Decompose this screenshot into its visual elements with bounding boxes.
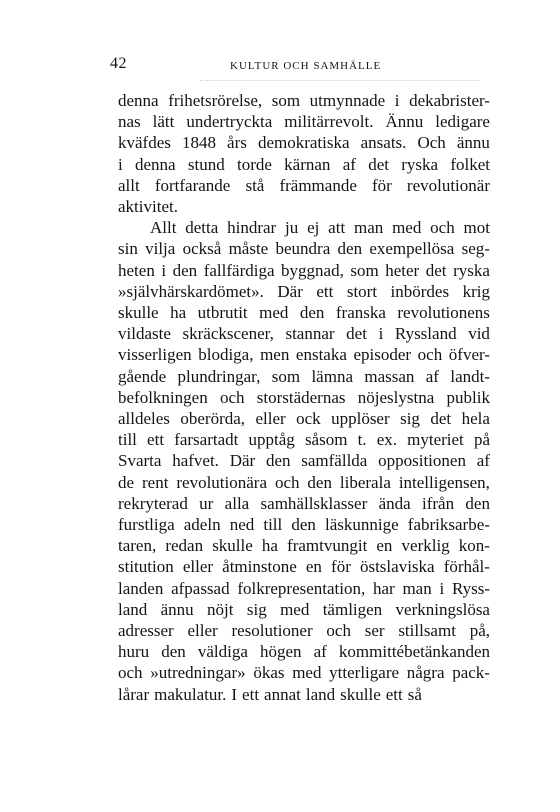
text-line: till ett farsartadt upptåg såsom t. ex. myteriet på (118, 430, 490, 450)
text-line: i denna stund torde kärnan af det ryska folket (118, 154, 490, 174)
text-line: stitution eller åtminstone en för östslaviska förhål- (118, 557, 490, 577)
running-head: KULTUR OCH SAMHÄLLE (230, 60, 382, 72)
text-line: skulle ha utbrutit med den franska revolutionens (118, 303, 490, 323)
text-line: gående plundringar, som lämna massan af landt- (118, 366, 490, 386)
text-line: visserligen blodiga, men enstaka episoder och öfver- (118, 345, 490, 365)
text-line: huru den väldiga högen af kommittébetänkanden (118, 642, 490, 662)
body-text (118, 90, 490, 705)
text-line: de rent revolutionära och den liberala intelligensen, (118, 472, 490, 492)
text-line: furstliga adeln ned till den läskunnige fabriksarbe- (118, 515, 490, 535)
text-line: adresser eller resolutioner och ser stillsamt på, (118, 621, 490, 641)
text-line: befolkningen och storstädernas nöjeslystna publik (118, 387, 490, 407)
page-number: 42 (110, 55, 127, 72)
text-line: rekryterad ur alla samhällsklasser ända ifrån den (118, 493, 490, 513)
text-line: lårar makulatur. I ett annat land skulle ett så (118, 684, 422, 704)
text-line: nas lätt undertryckta militärrevolt. Ännu ledigare (118, 112, 490, 132)
text-line: taren, redan skulle ha framtvungit en verklig kon- (118, 536, 490, 556)
text-line: »självhärskardömet». Där ett stort inbördes krig (118, 281, 490, 301)
text-line: heten i den fallfärdiga byggnad, som heter det ryska (118, 260, 490, 280)
text-line: land ännu nöjt sig med tämligen verkningslösa (118, 599, 490, 619)
text-line: aktivitet. (118, 197, 178, 217)
text-line: vildaste skräckscener, stannar det i Ryssland vid (118, 324, 490, 344)
text-line: Allt detta hindrar ju ej att man med och mot (150, 218, 490, 238)
text-line: denna frihetsrörelse, som utmynnade i dekabrister- (118, 91, 490, 110)
text-line: landen afpassad folkrepresentation, har man i Ryss- (118, 578, 490, 598)
header-rule (200, 80, 480, 81)
paragraph (118, 217, 490, 705)
text-line: alldeles oberörda, eller ock upplöser sig det hela (118, 409, 490, 429)
text-line: kväfdes 1848 års demokratiska ansats. Och ännu (118, 133, 490, 153)
text-line: Svarta hafvet. Där den samfällda oppositionen af (118, 451, 490, 471)
text-line: sin vilja också måste beundra den exempellösa seg- (118, 239, 490, 259)
text-line: och »utredningar» ökas med ytterligare några pack- (118, 663, 490, 683)
text-line: allt fortfarande stå främmande för revolutionär (118, 175, 490, 195)
paragraph (118, 90, 490, 217)
